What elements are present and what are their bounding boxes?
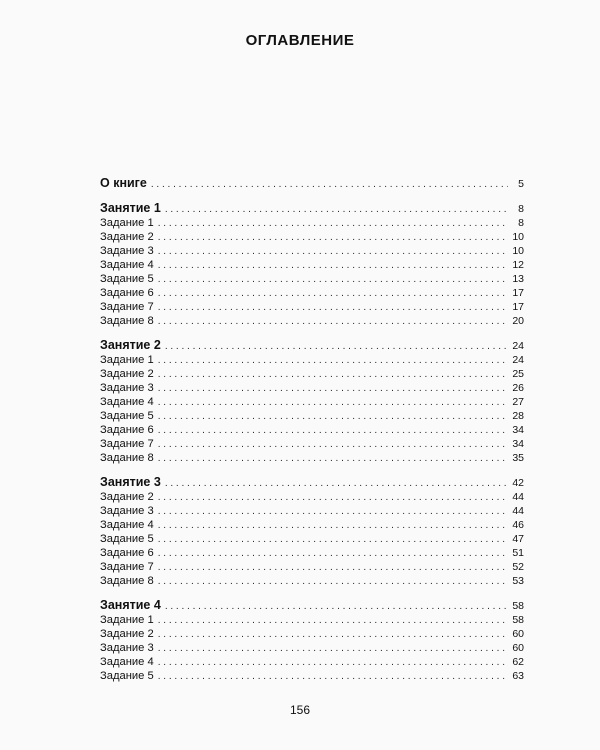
toc-page-number: 8	[518, 217, 524, 229]
toc-page-number: 46	[512, 519, 524, 531]
dot-leader	[158, 656, 508, 670]
toc-page-number: 52	[512, 561, 524, 573]
toc-entry-row	[100, 504, 524, 518]
toc-entry-row	[100, 216, 524, 230]
dot-leader	[151, 177, 508, 192]
dot-leader	[158, 519, 508, 533]
toc-entry-label: Задание 6	[100, 547, 154, 559]
toc-entry-row	[100, 669, 524, 683]
dot-leader	[165, 599, 508, 614]
toc-page-number: 17	[512, 301, 524, 313]
toc-entry-row	[100, 300, 524, 314]
toc-entry-label: Задание 2	[100, 368, 154, 380]
toc-entry-label: Занятие 1	[100, 201, 161, 215]
toc-section-row	[100, 201, 524, 216]
dot-leader	[158, 642, 508, 656]
toc-page-number: 5	[518, 178, 524, 190]
dot-leader	[165, 476, 508, 491]
toc-entry-label: Задание 3	[100, 505, 154, 517]
dot-leader	[158, 614, 508, 628]
toc-page-number: 28	[512, 410, 524, 422]
toc-entry-label: Задание 5	[100, 533, 154, 545]
toc-entry-label: Задание 4	[100, 656, 154, 668]
dot-leader	[158, 628, 508, 642]
toc-entry-row	[100, 423, 524, 437]
toc-page-number: 34	[512, 424, 524, 436]
toc-entry-label: Задание 6	[100, 424, 154, 436]
dot-leader	[158, 315, 508, 329]
toc-entry-label: Задание 5	[100, 410, 154, 422]
dot-leader	[158, 575, 508, 589]
toc-page-number: 26	[512, 382, 524, 394]
toc-entry-label: Задание 5	[100, 670, 154, 682]
toc-entry-label: Задание 3	[100, 382, 154, 394]
toc-entry-label: Задание 4	[100, 396, 154, 408]
dot-leader	[158, 301, 508, 315]
toc-page-number: 8	[518, 203, 524, 215]
toc-entry-row	[100, 613, 524, 627]
toc-page-number: 25	[512, 368, 524, 380]
toc-entry-label: Задание 8	[100, 315, 154, 327]
dot-leader	[158, 245, 508, 259]
toc-entry-row	[100, 314, 524, 328]
dot-leader	[158, 410, 508, 424]
dot-leader	[165, 202, 508, 217]
toc-page-number: 58	[512, 614, 524, 626]
dot-leader	[158, 533, 508, 547]
toc-page-number: 17	[512, 287, 524, 299]
toc-entry-row	[100, 409, 524, 423]
dot-leader	[158, 547, 508, 561]
toc-page-number: 63	[512, 670, 524, 682]
toc-entry-row	[100, 272, 524, 286]
toc-page-number: 12	[512, 259, 524, 271]
toc-page-number: 58	[512, 600, 524, 612]
toc-section-row	[100, 176, 524, 191]
toc-page-number: 10	[512, 245, 524, 257]
toc-entry-label: Занятие 2	[100, 338, 161, 352]
toc-page-number: 24	[512, 340, 524, 352]
toc-page-number: 51	[512, 547, 524, 559]
toc-entry-row	[100, 560, 524, 574]
toc-section-row	[100, 598, 524, 613]
dot-leader	[158, 382, 508, 396]
toc-entry-row	[100, 546, 524, 560]
toc-entry-label: Задание 8	[100, 452, 154, 464]
toc-entry-label: Задание 2	[100, 491, 154, 503]
toc-section-row	[100, 475, 524, 490]
table-of-contents	[100, 176, 524, 683]
toc-entry-row	[100, 490, 524, 504]
toc-page-number: 27	[512, 396, 524, 408]
toc-entry-row	[100, 244, 524, 258]
toc-entry-label: Задание 7	[100, 561, 154, 573]
dot-leader	[158, 273, 508, 287]
toc-entry-label: Задание 6	[100, 287, 154, 299]
toc-entry-row	[100, 655, 524, 669]
toc-entry-row	[100, 367, 524, 381]
toc-entry-row	[100, 258, 524, 272]
toc-page-number: 20	[512, 315, 524, 327]
toc-entry-label: Задание 3	[100, 245, 154, 257]
page-number: 156	[289, 703, 311, 717]
dot-leader	[158, 424, 508, 438]
toc-entry-label: Задание 3	[100, 642, 154, 654]
page-title: ОГЛАВЛЕНИЕ	[245, 32, 355, 49]
toc-entry-row	[100, 286, 524, 300]
toc-page-number: 35	[512, 452, 524, 464]
toc-entry-label: Задание 2	[100, 231, 154, 243]
toc-entry-label: Задание 1	[100, 354, 154, 366]
toc-entry-label: Задание 5	[100, 273, 154, 285]
dot-leader	[158, 354, 508, 368]
dot-leader	[158, 491, 508, 505]
toc-entry-row	[100, 518, 524, 532]
toc-page-number: 34	[512, 438, 524, 450]
dot-leader	[158, 231, 508, 245]
toc-entry-row	[100, 353, 524, 367]
toc-section-row	[100, 338, 524, 353]
toc-page-number: 44	[512, 505, 524, 517]
toc-entry-row	[100, 451, 524, 465]
toc-page-number: 53	[512, 575, 524, 587]
toc-entry-row	[100, 627, 524, 641]
dot-leader	[158, 368, 508, 382]
toc-entry-label: Задание 7	[100, 301, 154, 313]
toc-page-number: 42	[512, 477, 524, 489]
toc-entry-label: Занятие 4	[100, 598, 161, 612]
toc-page-number: 10	[512, 231, 524, 243]
toc-entry-label: Задание 2	[100, 628, 154, 640]
toc-page-number: 24	[512, 354, 524, 366]
dot-leader	[158, 505, 508, 519]
toc-entry-label: Задание 1	[100, 217, 154, 229]
toc-entry-row	[100, 381, 524, 395]
dot-leader	[158, 396, 508, 410]
toc-page-number: 60	[512, 642, 524, 654]
toc-page-number: 47	[512, 533, 524, 545]
dot-leader	[158, 561, 508, 575]
toc-entry-label: Задание 4	[100, 519, 154, 531]
toc-page-number: 44	[512, 491, 524, 503]
toc-entry-label: О книге	[100, 176, 147, 190]
toc-entry-row	[100, 230, 524, 244]
toc-entry-label: Задание 7	[100, 438, 154, 450]
toc-entry-label: Задание 4	[100, 259, 154, 271]
dot-leader	[158, 670, 508, 684]
dot-leader	[158, 287, 508, 301]
toc-entry-row	[100, 532, 524, 546]
toc-entry-row	[100, 395, 524, 409]
toc-entry-label: Занятие 3	[100, 475, 161, 489]
dot-leader	[158, 217, 508, 231]
toc-entry-label: Задание 8	[100, 575, 154, 587]
toc-page-number: 60	[512, 628, 524, 640]
toc-entry-row	[100, 437, 524, 451]
toc-page-number: 13	[512, 273, 524, 285]
toc-entry-row	[100, 574, 524, 588]
toc-page-number: 62	[512, 656, 524, 668]
dot-leader	[158, 452, 508, 466]
dot-leader	[165, 339, 508, 354]
toc-entry-label: Задание 1	[100, 614, 154, 626]
dot-leader	[158, 259, 508, 273]
dot-leader	[158, 438, 508, 452]
toc-entry-row	[100, 641, 524, 655]
